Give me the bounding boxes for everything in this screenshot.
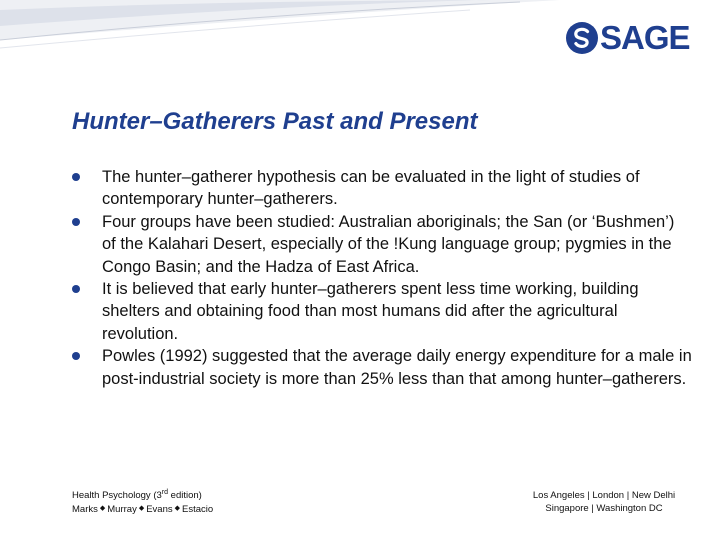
- book-title-suffix: edition): [168, 490, 202, 502]
- bullet-item: [72, 166, 692, 211]
- slide-title: Hunter–Gatherers Past and Present: [72, 108, 478, 135]
- author: Marks: [72, 503, 98, 515]
- locations-line-2: Singapore | Washington DC: [545, 502, 663, 514]
- bullet-dot-icon: [72, 218, 80, 226]
- book-title: [72, 487, 213, 503]
- bullet-text: The hunter–gatherer hypothesis can be evaluated in the light of studies of contemporary hunter–gatherers.: [102, 168, 640, 209]
- author: Murray: [107, 503, 137, 515]
- bullet-dot-icon: [72, 352, 80, 360]
- author: Evans: [146, 503, 173, 515]
- bullet-dot-icon: [72, 285, 80, 293]
- book-title-prefix: Health Psychology (3: [72, 490, 162, 502]
- diamond-separator-icon: ◆: [174, 504, 181, 512]
- author: Estacio: [182, 503, 214, 515]
- sage-s-emblem-icon: [565, 21, 599, 55]
- bullet-item: [72, 345, 692, 390]
- bullet-dot-icon: [72, 173, 80, 181]
- bullet-text: Four groups have been studied: Australian aboriginals; the San (or ‘Bushmen’) of the Kalahari Desert, especially of the !Kung language group; pygmies in the Congo Basin; and the Hadza of East Africa.: [102, 212, 675, 276]
- logo-wordmark: SAGE: [600, 19, 690, 56]
- bullet-text: Powles (1992) suggested that the average daily energy expenditure for a male in post-industrial society is more than 25% less than that among hunter–gatherers.: [102, 347, 692, 388]
- authors-line: [72, 503, 213, 517]
- bullet-list: [72, 166, 692, 390]
- sage-logo: [565, 18, 690, 58]
- footer-locations: [500, 490, 708, 515]
- locations-line-1: Los Angeles | London | New Delhi: [532, 490, 676, 501]
- edition-superscript: rd: [161, 489, 169, 496]
- bullet-text: It is believed that early hunter–gatherers spent less time working, building shelters and obtaining food than most humans did after the agricultural revolution.: [102, 280, 639, 343]
- diamond-separator-icon: ◆: [99, 504, 106, 512]
- diamond-separator-icon: ◆: [138, 504, 145, 512]
- footer-book-citation: [72, 487, 213, 516]
- bullet-item: [72, 211, 692, 278]
- bullet-item: [72, 278, 692, 345]
